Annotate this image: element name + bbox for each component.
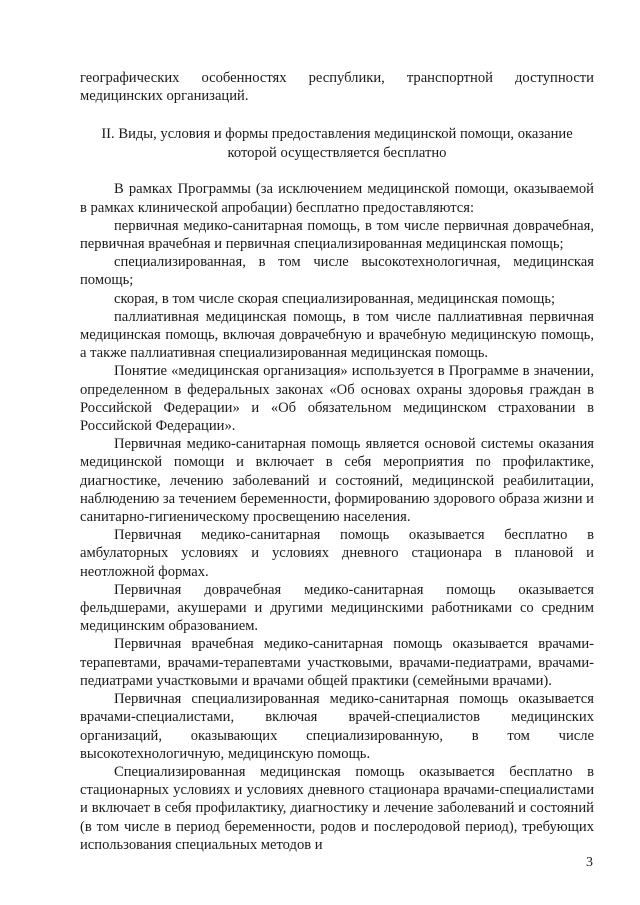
paragraph: Первичная медико-санитарная помощь является основой системы оказания медицинской помощи и включает в себя мероприятия по профилактике, диагностике, лечению заболеваний и состояний, медицинской реабилитации, наблюдению за течением беременности, формированию здорового образа жизни и санитарно-гигиеническому просвещению населения. (80, 436, 594, 526)
paragraph: скорая, в том числе скорая специализированная, медицинская помощь; (114, 290, 556, 307)
paragraph: паллиативная медицинская помощь, в том числе паллиативная первичная медицинская помощь, включая доврачебную и врачебную медицинскую помощь, а также паллиативная специализированная медицинская помощь. (80, 308, 594, 362)
paragraph: первичная медико-санитарная помощь, в том числе первичная доврачебная, первичная врачебная и первичная специализированная медицинская помощь; (80, 217, 594, 253)
paragraph: Первичная врачебная медико-санитарная помощь оказывается врачами-терапевтами, врачами-терапевтами участковыми, врачами-педиатрами, врачами-педиатрами участковыми и врачами общей практики (семейными врачами). (80, 636, 594, 689)
paragraph: Первичная доврачебная медико-санитарная помощь оказывается фельдшерами, акушерами и другими медицинскими работниками со средним медицинским образованием. (80, 581, 594, 635)
paragraph: Понятие «медицинская организация» используется в Программе в значении, определенном в федеральных законах «Об основах охраны здоровья граждан в Российской Федерации» и «Об обязательном медицинском страховании в Российской Федерации». (80, 363, 594, 435)
paragraph: В рамках Программы (за исключением медицинской помощи, оказываемой в рамках клинической апробации) бесплатно предоставляются: (80, 181, 594, 216)
paragraph: Первичная специализированная медико-санитарная помощь оказывается врачами-специалистами, включая врачей-специалистов медицинских организаций, оказывающих специализированную, в том числе высокотехнологичную, медицинскую помощь. (80, 691, 594, 762)
document-body (80, 69, 594, 854)
paragraph: специализированная, в том числе высокотехнологичная, медицинская помощь; (80, 254, 594, 289)
intro-text: географических особенностях республики, транспортной доступности медицинских организаций. (80, 70, 594, 105)
page-number: 3 (586, 855, 593, 870)
paragraph: Специализированная медицинская помощь оказывается бесплатно в стационарных условиях и условиях дневного стационара врачами-специалистами и включает в себя профилактику, диагностику и лечение заболеваний и состояний (в том числе в период беременности, родов и послеродовой период), требующих использования специальных методов и (80, 763, 594, 853)
paragraph: Первичная медико-санитарная помощь оказывается бесплатно в амбулаторных условиях и условиях дневного стационара в плановой и неотложной формах. (80, 527, 594, 580)
section-heading: II. Виды, условия и формы предоставления медицинской помощи, оказание которой осуществляется бесплатно (101, 126, 573, 161)
